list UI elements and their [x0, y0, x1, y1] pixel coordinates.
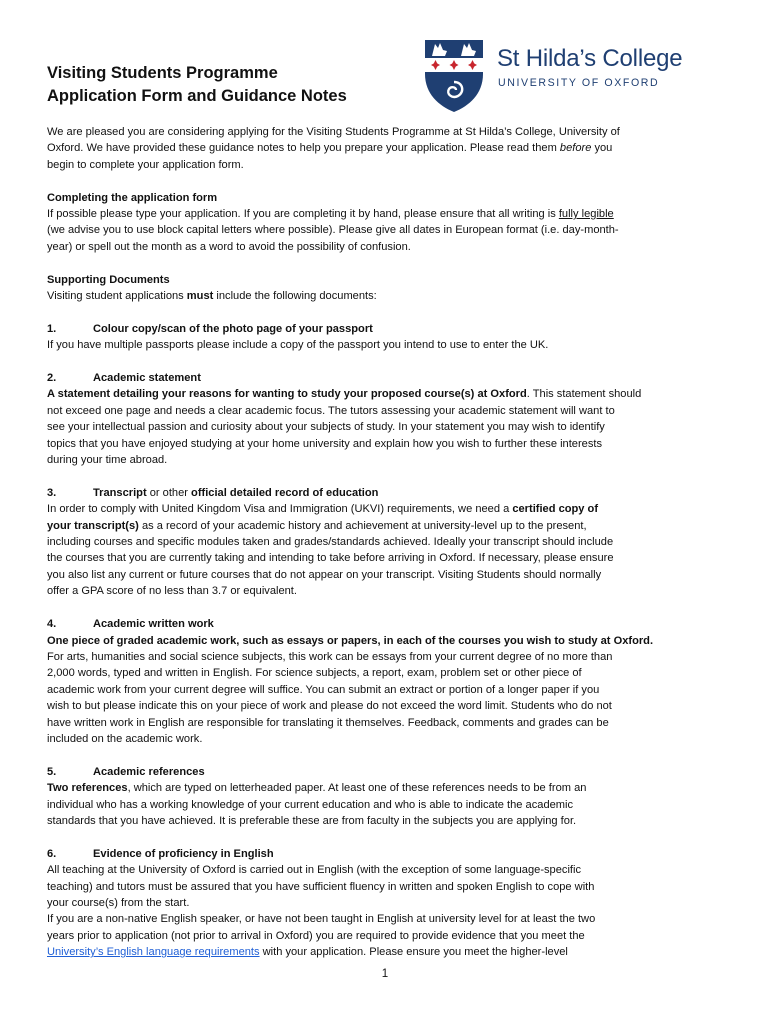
paragraph-line: including courses and specific modules taken and grades/standards achieved. Ideally your transcript should include [47, 536, 614, 549]
paragraph-line: One piece of graded academic work, such as essays or papers, in each of the courses you wish to study at Oxford. [47, 634, 654, 647]
emphasis-fully-legible: fully legible [558, 208, 614, 221]
paragraph-line: University’s English language requirements with your application. Please ensure you meet the higher-level [47, 946, 568, 959]
numbered-heading: 4. Academic written work [47, 618, 214, 631]
paragraph-line: academic work from your current degree will suffice. You can submit an extract or portion of a longer paper if you [47, 683, 600, 696]
title-line-1: Visiting Students Programme [47, 64, 278, 82]
section-written-work [47, 616, 723, 747]
paragraph-line: (we advise you to use block capital letters where possible). Please give all dates in European format (i.e. day-month- [47, 224, 619, 237]
english-requirements-link[interactable]: University’s English language requirements [47, 946, 260, 959]
paragraph-line: see your intellectual passion and curiosity about your subjects of study. In your statement you may wish to identify [47, 421, 605, 434]
title-line-2: Application Form and Guidance Notes [47, 87, 347, 105]
paragraph-line: included on the academic work. [47, 732, 203, 745]
numbered-heading: 6. Evidence of proficiency in English [47, 847, 274, 860]
paragraph-line: In order to comply with United Kingdom Visa and Immigration (UKVI) requirements, we need a certified copy of [47, 503, 599, 516]
numbered-heading: 3. Transcript or other official detailed record of education [47, 486, 379, 499]
paragraph-line: not exceed one page and needs a clear academic focus. The tutors assessing your academic statement will want to [47, 404, 615, 417]
paragraph-line: 2,000 words, typed and written in English. For science subjects, a report, exam, problem set or other piece of [47, 667, 582, 680]
paragraph-line: offer a GPA score of no less than 3.7 or equivalent. [47, 585, 297, 598]
section-completing [47, 190, 723, 256]
paragraph-line: your course(s) from the start. [47, 896, 190, 909]
numbered-heading: 2. Academic statement [47, 372, 201, 385]
intro-line: begin to complete your application form. [47, 158, 244, 171]
paragraph-line: If possible please type your application. If you are completing it by hand, please ensure that all writing is fully legible [47, 208, 614, 221]
paragraph-line: Two references, which are typed on letterheaded paper. At least one of these references needs to be from an [47, 782, 587, 795]
paragraph-line: topics that you have enjoyed studying at your home university and explain how you wish to further these interests [47, 437, 603, 450]
college-crest-icon [423, 38, 485, 114]
intro-line: Oxford. We have provided these guidance notes to help you prepare your application. Please read them before you [47, 142, 613, 155]
numbered-heading: 1. Colour copy/scan of the photo page of your passport [47, 322, 373, 335]
document-title [47, 62, 407, 108]
document-body [47, 124, 723, 961]
paragraph-line: wish to but please indicate this on your piece of work and please do not exceed the word limit. Students who do not [47, 700, 612, 713]
section-passport [47, 321, 723, 354]
numbered-heading: 5. Academic references [47, 765, 205, 778]
section-transcript [47, 485, 723, 600]
intro-line: We are pleased you are considering applying for the Visiting Students Programme at St Hilda’s College, University of [47, 126, 620, 138]
college-name: St Hilda’s College [497, 45, 683, 72]
intro-paragraph [47, 124, 723, 173]
college-subtitle: UNIVERSITY OF OXFORD [498, 77, 660, 89]
paragraph-line: Visiting student applications must include the following documents: [47, 290, 377, 303]
paragraph-line: If you have multiple passports please include a copy of the passport you intend to use to enter the UK. [47, 339, 549, 352]
section-heading: Completing the application form [47, 191, 218, 204]
paragraph-line: teaching) and tutors must be assured that you have sufficient fluency in written and spoken English to cope with [47, 880, 595, 893]
paragraph-line: year) or spell out the month as a word to avoid the possibility of confusion. [47, 240, 411, 253]
section-heading: Supporting Documents [47, 273, 170, 286]
paragraph-line: All teaching at the University of Oxford is carried out in English (with the exception of some language-specific [47, 864, 582, 877]
paragraph-line: If you are a non-native English speaker, or have not been taught in English at university level for at least the two [47, 913, 596, 926]
paragraph-line: For arts, humanities and social science subjects, this work can be essays from your current degree of no more than [47, 650, 613, 663]
section-english-proficiency [47, 846, 723, 961]
paragraph-line: years prior to application (not prior to arrival in Oxford) you are required to provide evidence that you meet the [47, 929, 585, 942]
paragraph-line: during your time abroad. [47, 454, 168, 467]
section-references [47, 764, 723, 830]
paragraph-line: have written work in English are responsible for translating it themselves. Feedback, comments and grades can be [47, 716, 609, 729]
page-number: 1 [381, 968, 389, 980]
emphasis-before: before [559, 142, 592, 155]
paragraph-line: A statement detailing your reasons for wanting to study your proposed course(s) at Oxford. This statement should [47, 388, 642, 401]
paragraph-line: the courses that you are currently taking and intending to take before arriving in Oxford. If necessary, please ensure [47, 552, 614, 565]
paragraph-line: standards that you have achieved. It is preferable these are from faculty in the subjects you are applying for. [47, 814, 577, 827]
paragraph-line: individual who has a working knowledge of your current education and who is able to indicate the academic [47, 798, 574, 811]
section-supporting-documents [47, 272, 723, 305]
paragraph-line: you also list any current or future courses that do not appear on your transcript. Visiting Students should normally [47, 568, 602, 581]
section-academic-statement [47, 370, 723, 468]
paragraph-line: your transcript(s) as a record of your academic history and achievement at university-level up to the present, [47, 519, 587, 532]
